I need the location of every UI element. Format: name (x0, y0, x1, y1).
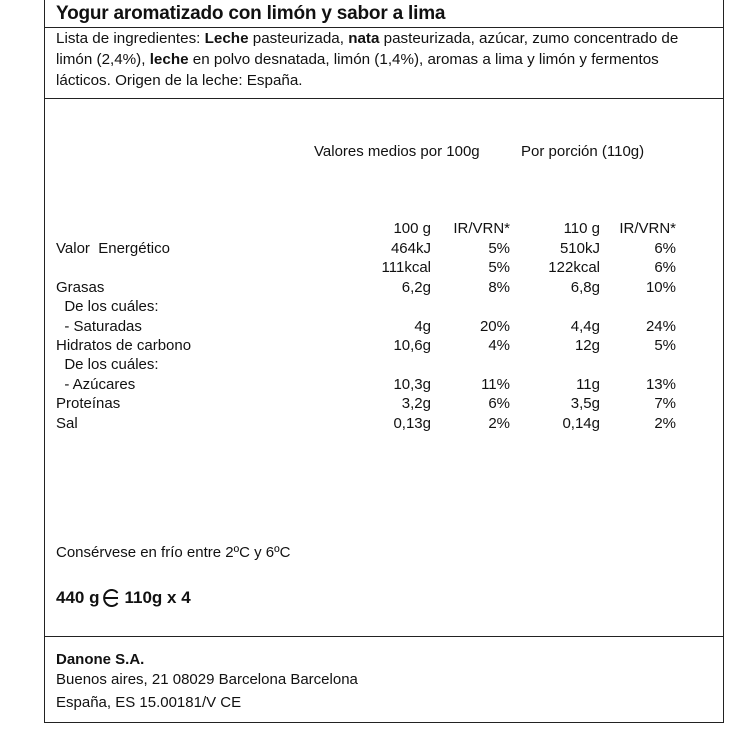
nutrient-label: Hidratos de carbono (56, 337, 192, 354)
ingredient-leche-polvo: leche (149, 51, 189, 68)
company-name: Danone S.A. (56, 651, 145, 668)
nutrient-value-100g: 4g (414, 318, 431, 335)
nutrient-ir-portion: 24% (645, 318, 676, 335)
nutrient-value-portion: 122kcal (548, 259, 600, 276)
nutrient-ir-portion: 6% (654, 259, 676, 276)
nutrient-ir-100g: 2% (488, 415, 510, 432)
nutrient-ir-portion: 7% (654, 395, 676, 412)
nutrient-label: - Saturadas (56, 318, 142, 335)
nutrient-label: Valor Energético (56, 240, 170, 257)
nutrient-label: Grasas (56, 279, 105, 296)
weight-detail: 110g x 4 (124, 588, 191, 607)
nutrient-ir-100g: 6% (488, 395, 510, 412)
ingredient-leche: Leche (204, 30, 249, 47)
nutrient-ir-100g: 11% (481, 376, 510, 393)
company-address: Buenos aires, 21 08029 Barcelona Barcelona (56, 671, 358, 688)
nutrient-value-100g: 464kJ (390, 240, 431, 257)
nutrient-value-portion: 3,5g (570, 395, 600, 412)
nutrient-ir-100g: 5% (488, 240, 510, 257)
ingredient-text-1: pasteurizada, (252, 30, 344, 47)
ingredient-text-3: en polvo desnatada, limón (1,4%), aromas a lima y limón y fermentos lácticos. Origen de la leche: España. (56, 51, 659, 89)
nutrient-ir-portion: 6% (654, 240, 676, 257)
nutrient-value-100g: 6,2g (401, 279, 431, 296)
nutrient-value-100g: 10,3g (393, 376, 431, 393)
ingredient-nata: nata (348, 30, 380, 47)
weight-total: 440 g (56, 588, 100, 607)
company-divider (44, 636, 724, 637)
nutrient-label: De los cuáles: (56, 356, 159, 373)
col-ir-100g: IR/VRN* (453, 220, 510, 237)
ingredients-list (56, 28, 716, 91)
estimated-sign-icon (102, 588, 120, 608)
nutrient-value-portion: 12g (574, 337, 600, 354)
nutrient-value-portion: 6,8g (570, 279, 600, 296)
nutrient-label: De los cuáles: (56, 298, 159, 315)
nutrient-label: - Azúcares (56, 376, 136, 393)
nutrient-ir-portion: 5% (654, 337, 676, 354)
col-ir-portion: IR/VRN* (619, 220, 676, 237)
net-weight (56, 588, 191, 608)
nutrient-ir-portion: 2% (654, 415, 676, 432)
company-registry: España, ES 15.00181/V CE (56, 694, 242, 711)
col-110g: 110 g (563, 220, 600, 237)
product-title: Yogur aromatizado con limón y sabor a lima (56, 3, 446, 24)
nutrient-ir-100g: 20% (479, 318, 510, 335)
nutrient-ir-100g: 5% (488, 259, 510, 276)
nutrient-ir-100g: 8% (488, 279, 510, 296)
nutrient-value-100g: 111kcal (381, 259, 431, 276)
nutrient-label: Proteínas (56, 395, 121, 412)
nutrient-value-100g: 3,2g (401, 395, 431, 412)
header-per-portion: Por porción (110g) (521, 143, 645, 160)
storage-instructions: Consérvese en frío entre 2ºC y 6ºC (56, 544, 291, 561)
nutrient-value-100g: 10,6g (393, 337, 431, 354)
nutrient-value-portion: 510kJ (559, 240, 600, 257)
nutrient-value-portion: 0,14g (562, 415, 600, 432)
ingredient-text-2: pasteurizada, azúcar, zumo concentrado de limón (2,4%), (56, 30, 679, 68)
ingredients-label: Lista de ingredientes: (56, 30, 201, 47)
nutrient-value-portion: 4,4g (570, 318, 600, 335)
nutrient-ir-portion: 13% (645, 376, 676, 393)
nutrient-value-100g: 0,13g (393, 415, 431, 432)
ingredients-divider (44, 98, 724, 99)
header-per-100g: Valores medios por 100g (314, 143, 480, 160)
nutrient-label: Sal (56, 415, 78, 432)
nutrient-ir-portion: 10% (645, 279, 676, 296)
col-100g: 100 g (393, 220, 431, 237)
nutrient-ir-100g: 4% (488, 337, 510, 354)
nutrient-value-portion: 11g (576, 376, 600, 393)
